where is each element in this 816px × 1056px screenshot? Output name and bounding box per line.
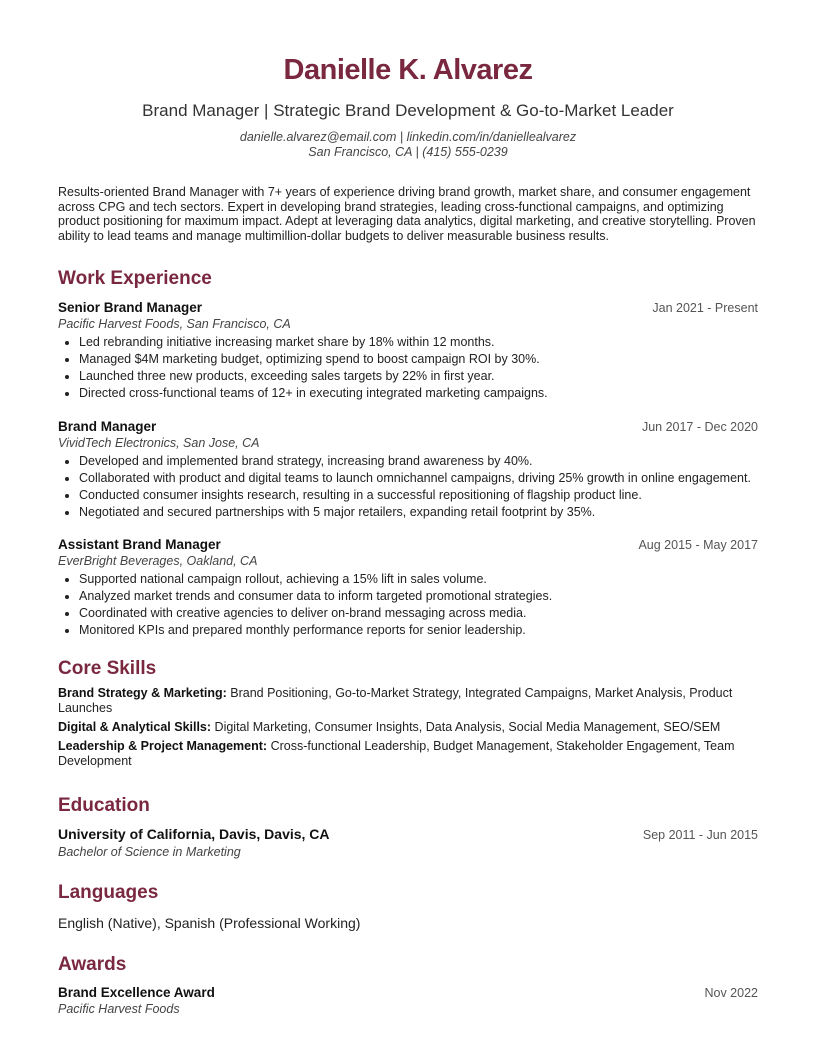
candidate-name: Danielle K. Alvarez [283, 54, 533, 86]
contact-line-email-linkedin: danielle.alvarez@email.com | linkedin.com/in/daniellealvarez [239, 130, 577, 144]
list-item: • Collaborated with product and digital teams to launch omnichannel campaigns, driving 25% growth in online engagement. [79, 471, 758, 486]
skill-group [58, 686, 758, 716]
list-item: • Developed and implemented brand strategy, increasing brand awareness by 40%. [79, 454, 758, 469]
professional-summary: Results-oriented Brand Manager with 7+ years of experience driving brand growth, market share, and consumer engagement across CPG and tech sectors. Expert in developing brand strategies, leading cross-functional campaigns, and optimizing product positioning for maximum impact. Adept at leveraging data analytics, digital marketing, and creative storytelling. Proven ability to lead teams and manage multimillion-dollar budgets to deliver measurable business results. [58, 185, 756, 243]
list-item: • Coordinated with creative agencies to deliver on-brand messaging across media. [79, 606, 758, 621]
skills-list [58, 686, 758, 769]
job-company: Pacific Harvest Foods, San Francisco, CA [58, 317, 291, 332]
list-item: • Led rebranding initiative increasing market share by 18% within 12 months. [79, 335, 758, 350]
list-item: • Negotiated and secured partnerships with 5 major retailers, expanding retail footprint by 35%. [79, 505, 758, 520]
list-item: • Analyzed market trends and consumer data to inform targeted promotional strategies. [79, 589, 758, 604]
job-bullets [58, 454, 758, 520]
job-company: EverBright Beverages, Oakland, CA [58, 553, 258, 568]
list-item: • Monitored KPIs and prepared monthly performance reports for senior leadership. [79, 623, 758, 638]
experience-entry [58, 300, 758, 401]
skill-label: Brand Strategy & Marketing: [58, 685, 227, 700]
award-date: Nov 2022 [704, 985, 758, 1000]
list-item: • Managed $4M marketing budget, optimizing spend to boost campaign ROI by 30%. [79, 352, 758, 367]
award-title: Brand Excellence Award [58, 984, 215, 1000]
award-entry [58, 985, 758, 1017]
job-bullets [58, 572, 758, 638]
contact-line-location-phone: San Francisco, CA | (415) 555-0239 [308, 145, 508, 159]
contact-info [58, 130, 758, 160]
job-title: Brand Manager [58, 418, 157, 434]
job-bullets [58, 335, 758, 401]
section-title-languages: Languages [58, 881, 159, 903]
skill-label: Digital & Analytical Skills: [58, 719, 212, 734]
job-dates: Aug 2015 - May 2017 [638, 537, 758, 552]
job-dates: Jan 2021 - Present [652, 301, 758, 316]
education-entry [58, 826, 758, 860]
list-item: • Directed cross-functional teams of 12+ in executing integrated marketing campaigns. [79, 386, 758, 401]
experience-entry [58, 537, 758, 638]
school-name: University of California, Davis, Davis, CA [58, 825, 330, 842]
list-item: • Conducted consumer insights research, resulting in a successful repositioning of flagship product line. [79, 488, 758, 503]
section-title-experience: Work Experience [58, 268, 212, 290]
skill-group [58, 720, 758, 735]
headline: Brand Manager | Strategic Brand Development & Go-to-Market Leader [142, 101, 674, 120]
skill-label: Leadership & Project Management: [58, 738, 268, 753]
degree: Bachelor of Science in Marketing [58, 844, 241, 859]
skill-values: Cross-functional Leadership, Budget Management, Stakeholder Engagement, Team Development [58, 738, 735, 768]
job-dates: Jun 2017 - Dec 2020 [641, 419, 758, 434]
skill-values: Digital Marketing, Consumer Insights, Data Analysis, Social Media Management, SEO/SEM [214, 719, 721, 734]
skill-group [58, 739, 758, 769]
languages-list: English (Native), Spanish (Professional Working) [58, 914, 361, 931]
skill-values: Brand Positioning, Go-to-Market Strategy, Integrated Campaigns, Market Analysis, Product Launches [58, 685, 733, 715]
education-dates: Sep 2011 - Jun 2015 [642, 827, 758, 842]
award-org: Pacific Harvest Foods [58, 1001, 180, 1016]
job-company: VividTech Electronics, San Jose, CA [58, 435, 260, 450]
list-item: • Launched three new products, exceeding sales targets by 22% in first year. [79, 369, 758, 384]
job-title: Assistant Brand Manager [58, 536, 221, 552]
section-title-education: Education [58, 794, 150, 816]
list-item: • Supported national campaign rollout, achieving a 15% lift in sales volume. [79, 572, 758, 587]
section-title-awards: Awards [58, 953, 127, 975]
job-title: Senior Brand Manager [58, 300, 203, 316]
section-title-skills: Core Skills [58, 657, 157, 679]
experience-entry [58, 419, 758, 520]
